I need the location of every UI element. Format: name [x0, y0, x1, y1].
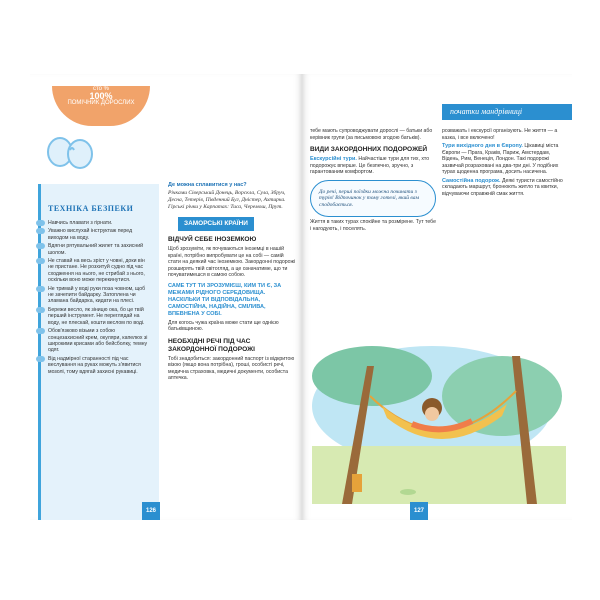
- subheading: Екскурсійні тури.: [310, 156, 357, 162]
- badge-number: 100%: [89, 91, 113, 101]
- fish-icon: [36, 228, 45, 234]
- page-number: 126: [142, 502, 160, 520]
- safety-item: Обов'язково візьми з собою сонцезахисний крем, окуляри, капелюх зі широкими крисами або бейсболку, темну одяг.: [36, 328, 150, 354]
- safety-item: Бережи весло, як зіницю ока, бо це твій перший інструмент. Не переглядай на воду, не плескай, кошти веслом по воді.: [36, 307, 150, 326]
- safety-item: Навчись плавати з гірнати.: [36, 220, 150, 226]
- paragraph: Для когось чужа країна може стати ще однією батьківщиною.: [168, 319, 279, 332]
- section-heading: НЕОБХІДНІ РЕЧІ ПІД ЧАС ЗАКОРДОННОЇ ПОДОРОЖІ: [168, 337, 255, 353]
- fish-icon: [36, 307, 45, 313]
- right-column-2: [442, 126, 566, 197]
- left-page: [30, 74, 302, 520]
- paragraph: розважать і екскурсії організують. Не життя — а казка, і все включено!: [442, 128, 558, 141]
- left-main-column: [168, 182, 296, 382]
- fish-icon: [36, 243, 45, 249]
- badge-line1: сто %: [92, 86, 110, 92]
- fish-icon: [36, 328, 45, 334]
- question-heading: Де можна сплавитися у нас?: [168, 182, 247, 188]
- badge-line2: ПОМІЧНИК ДОРОСЛИХ: [67, 100, 135, 106]
- safety-item: Вдягни рятувальний жилет та захисний шолом.: [36, 243, 150, 256]
- paragraph: Щоб зрозуміти, як почуваються іноземці в нашій країні, потрібно випробувати це на собі — самій стати на деякий час іноземкою. Закордонні подорожі розширять твій світогляд, а це означатиме, що ти почуватимешся в самою собою.: [168, 246, 296, 278]
- safety-item: Не тримай у воді руки поза човном, щоб не зачепити байдарку. Затоплена чи зламана байдарка, кидати на плесі.: [36, 286, 150, 305]
- speech-bubble: До речі, перші поїздки можна починати з турів! Відпочинок у тому готелі, який вам сподобається.: [310, 180, 436, 218]
- safety-list: [36, 220, 150, 377]
- safety-item: Від надмірної старанності під час веслування на руках можуть з'явитися мозолі, тому вдягай захисні рукавиці.: [36, 356, 150, 375]
- fish-icon: [36, 286, 45, 292]
- fish-icon: [36, 258, 45, 264]
- paragraph: Тури вихідного дня в Європу. Цікавиці міста Європи — Прага, Краків, Париж, Амстердам, Відень, Рим, Венеція, Лондон. Такі подорожі зазвичай розраховані на два-три дні. У подібних турах щоденна програма, досить насичена.: [442, 143, 559, 175]
- right-column-1: [310, 126, 436, 232]
- right-page: [302, 74, 572, 520]
- page-number: 127: [410, 502, 428, 520]
- hammock-illustration: [312, 336, 566, 504]
- subheading: Тури вихідного дня в Європу.: [442, 143, 523, 149]
- paragraph: Екскурсійні тури. Найчастіше тури для тих, хто подорожує вперше. Це безпечно, зручно, з гарантованим комфортом.: [310, 156, 430, 175]
- paragraph: Самостійна подорож. Деякі туристи самостійно складають маршрут, бронюють житло та квитки, відчуваючи справжній смак життя.: [442, 177, 563, 197]
- highlight-quote: САМЕ ТУТ ТИ ЗРОЗУМІЄШ, КИМ ТИ Є, ЗА МЕЖАМИ РІДНОГО СЕРЕДОВИЩА. НАСКІЛЬКИ ТИ ВІДПОВІДАЛЬНА, САМОСТІЙНА, НАДІЙНА, СМІЛИВА, ВПЕВНЕНА У СОБІ.: [168, 282, 282, 317]
- paragraph: тебе мають супроводжувати дорослі — батьки або керівник групи (за письмовою згодою батьків).: [310, 128, 433, 141]
- section-ribbon: ЗАМОРСЬКІ КРАЇНИ: [178, 217, 254, 231]
- section-heading: ВІДЧУЙ СЕБЕ ІНОЗЕМКОЮ: [168, 236, 257, 243]
- chapter-banner: початки мандрівниці: [442, 104, 572, 120]
- subheading: Самостійна подорож.: [442, 177, 501, 184]
- rivers-text: Річками Сіверський Донець, Ворскла, Сула, Збруч, Десна, Тетерів, Південний Буг, Дністер, Ахтирка. Гірські річки у Карпатах: Тиса, Черемош, Прут.: [168, 190, 286, 210]
- paragraph: Тобі знадобиться: закордонний паспорт із відкритою візою (якщо вона потрібна), гроші, особисті речі, медична страховка, медичні документи, особиста аптечка.: [168, 355, 295, 381]
- goggles-illustration: [40, 132, 100, 172]
- safety-item: Не ставай на весь зріст у човні, доки він не пристане. Не розхитуй судно під час сходження на нього, не стрибай з нього, оскільки воно може перекинутися.: [36, 258, 150, 284]
- safety-item: Уважно вислухай інструктаж перед виходом на воду.: [36, 228, 150, 241]
- fish-icon: [36, 220, 45, 226]
- section-heading: ВИДИ ЗАКОРДОННИХ ПОДОРОЖЕЙ: [310, 146, 428, 153]
- paragraph: Життя в таких турах спокійне та розмірене. Тут тебе і нагодують, і поселять.: [310, 219, 436, 232]
- fish-icon: [36, 356, 45, 362]
- safety-title: ТЕХНІКА БЕЗПЕКИ: [48, 204, 134, 213]
- series-badge: [52, 86, 150, 126]
